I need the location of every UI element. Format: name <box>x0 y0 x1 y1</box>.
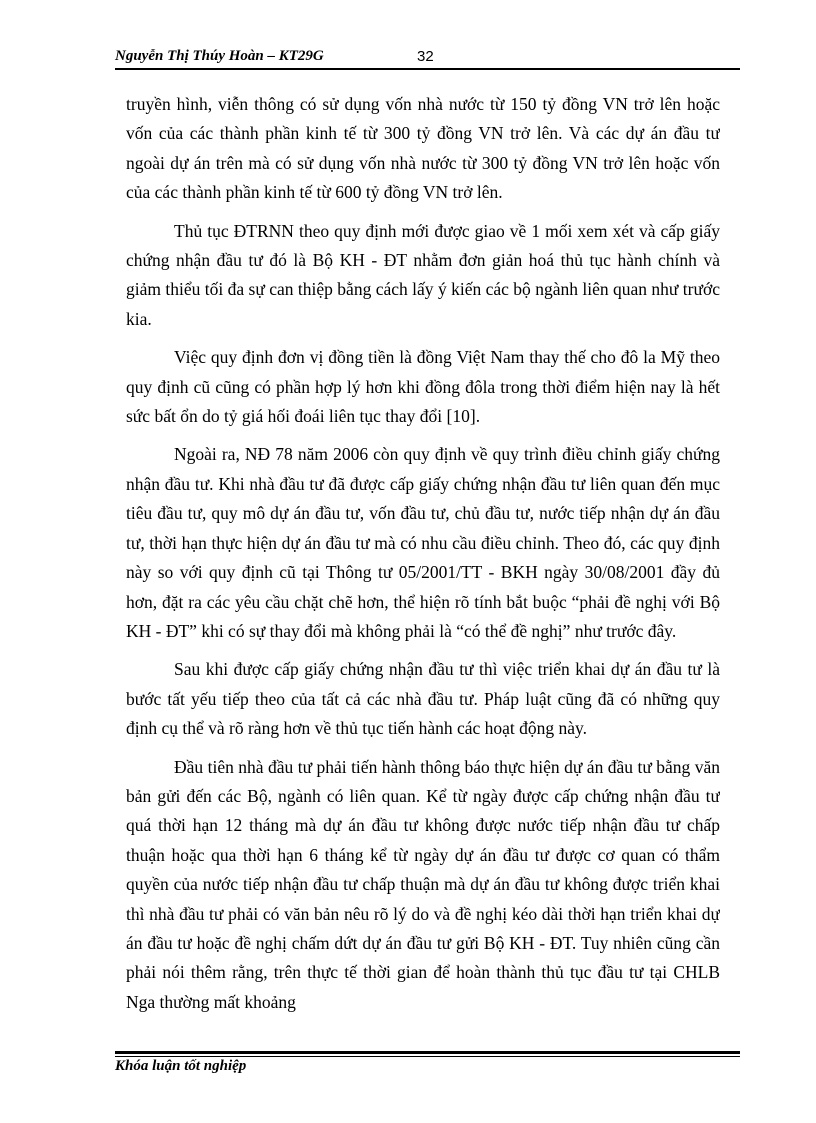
body-text <box>126 90 720 1034</box>
footer-divider-thin <box>115 1056 740 1057</box>
header-divider <box>115 68 740 70</box>
paragraph: Ngoài ra, NĐ 78 năm 2006 còn quy định về quy trình điều chỉnh giấy chứng nhận đầu tư. Khi nhà đầu tư đã được cấp giấy chứng nhận đầu tư liên quan đến mục tiêu đầu tư, quy mô dự án đầu tư, vốn đầu tư, chủ đầu tư, nước tiếp nhận dự án đầu tư, thời hạn thực hiện dự án đầu tư mà có nhu cầu điều chỉnh. Theo đó, các quy định này so với quy định cũ tại Thông tư 05/2001/TT - BKH ngày 30/08/2001 đầy đủ hơn, đặt ra các yêu cầu chặt chẽ hơn, thể hiện rõ tính bắt buộc “phải đề nghị với Bộ KH - ĐT” khi có sự thay đổi mà không phải là “có thể đề nghị” như trước đây. <box>126 444 720 641</box>
paragraph: Việc quy định đơn vị đồng tiền là đồng Việt Nam thay thế cho đô la Mỹ theo quy định cũ cũng có phần hợp lý hơn khi đồng đôla trong thời điểm hiện nay là hết sức bất ổn do tỷ giá hối đoái liên tục thay đổi [10]. <box>126 347 720 427</box>
paragraph: truyền hình, viễn thông có sử dụng vốn nhà nước từ 150 tỷ đồng VN trở lên hoặc vốn của các thành phần kinh tế từ 300 tỷ đồng VN trở lên. Và các dự án đầu tư ngoài dự án trên mà có sử dụng vốn nhà nước từ 300 tỷ đồng VN trở lên hoặc vốn của các thành phần kinh tế từ 600 tỷ đồng VN trở lên. <box>126 94 720 203</box>
page-header <box>115 48 740 68</box>
paragraph: Sau khi được cấp giấy chứng nhận đầu tư thì việc triển khai dự án đầu tư là bước tất yếu tiếp theo của tất cả các nhà đầu tư. Pháp luật cũng đã có những quy định cụ thể và rõ ràng hơn về thủ tục tiến hành các hoạt động này. <box>126 659 720 739</box>
footer-divider-thick <box>115 1051 740 1054</box>
page-number: 32 <box>417 48 434 65</box>
paragraph: Đầu tiên nhà đầu tư phải tiến hành thông báo thực hiện dự án đầu tư bằng văn bản gửi đến các Bộ, ngành có liên quan. Kể từ ngày được cấp chứng nhận đầu tư quá thời hạn 12 tháng mà dự án đầu tư không được nước tiếp nhận đầu tư chấp thuận hoặc qua thời hạn 6 tháng kể từ ngày dự án đầu tư được cơ quan có thẩm quyền của nước tiếp nhận đầu tư chấp thuận mà dự án đầu tư không được triển khai thì nhà đầu tư phải có văn bản nêu rõ lý do và đề nghị kéo dài thời hạn triển khai dự án đầu tư hoặc đề nghị chấm dứt dự án đầu tư gửi Bộ KH - ĐT. Tuy nhiên cũng cần phải nói thêm rằng, trên thực tế thời gian để hoàn thành thủ tục đầu tư tại CHLB Nga thường mất khoảng <box>126 756 720 1012</box>
paragraph: Thủ tục ĐTRNN theo quy định mới được giao về 1 mối xem xét và cấp giấy chứng nhận đầu tư đó là Bộ KH - ĐT nhằm đơn giản hoá thủ tục hành chính và giảm thiểu tối đa sự can thiệp bằng cách lấy ý kiến các bộ ngành liên quan như trước kia. <box>126 220 720 329</box>
page-footer: Khóa luận tốt nghiệp <box>115 1058 247 1074</box>
header-author: Nguyễn Thị Thúy Hoàn – KT29G <box>115 48 324 64</box>
